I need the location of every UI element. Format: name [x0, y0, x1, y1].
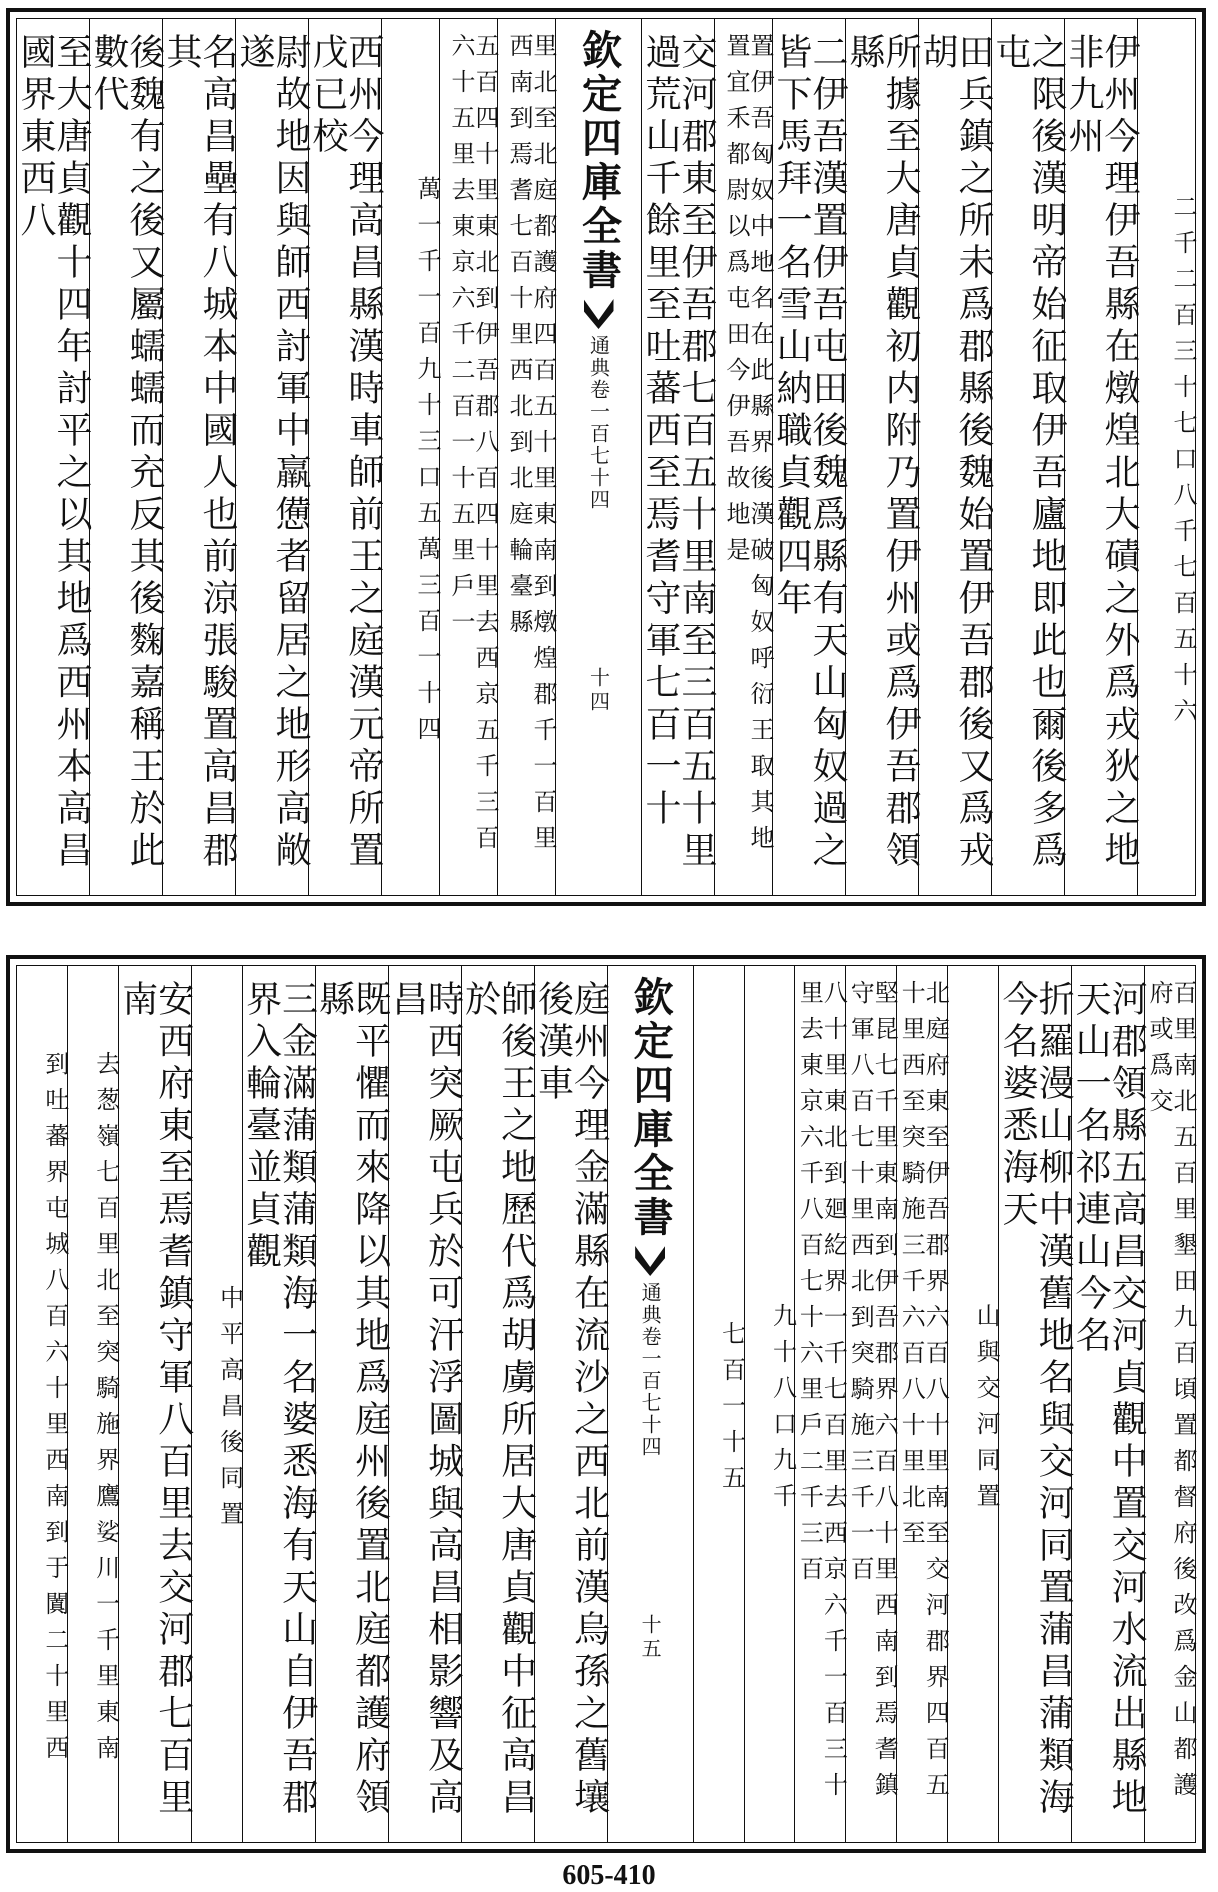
text-column: 置伊吾匈奴中地名在此縣界後漢破匈奴呼衍王取其地置宜禾都尉以爲屯田今伊吾故地是: [714, 19, 772, 895]
text-column: 山與交河同置: [947, 966, 998, 1842]
text-column: 里北至北庭都護府四百五十里東南到燉煌郡千一百里西南到焉耆七百十里西北到北庭輪臺縣: [497, 19, 555, 895]
text-column: 中平高昌後同置: [191, 966, 242, 1842]
book-title: 欽定四庫全書: [575, 29, 623, 293]
text-column: 折羅漫山柳中漢舊地名與交河同置蒲昌蒲類海今名婆悉海天: [998, 966, 1071, 1842]
text-column: 三金滿蒲類蒲類海一名婆悉海有天山自伊吾郡界入輪臺並貞觀: [242, 966, 315, 1842]
book-title: 欽定四庫全書: [627, 976, 675, 1240]
text-column: 尉故地因與師西討軍中羸憊者留居之地形高敞遂: [235, 19, 308, 895]
text-column: 到吐蕃界屯城八百六十里西南到于闐二十里西: [40, 1051, 69, 1771]
text-column: 伊州今理伊吾縣在燉煌北大磧之外爲戎狄之地非九州: [1064, 19, 1137, 895]
chapter-ref: 卷一百七十四: [638, 1326, 663, 1458]
text-column: 之限後漢明帝始征取伊吾廬地即此也爾後多爲屯: [991, 19, 1064, 895]
page-footer-number: 605-410: [562, 1860, 656, 1891]
text-column: 師後王之地歷代爲胡虜所居大唐貞觀中征高昌於: [461, 966, 534, 1842]
text-column: 堅昆七千里東南到伊吾郡界六百八十里西南到焉耆鎮守軍八百七十里西北到突騎施三千一百: [845, 966, 896, 1842]
text-column: 河郡領縣五高昌交河貞觀中置交河水流出縣地天山一名祁連山今名: [1071, 966, 1144, 1842]
bottom-page: [6, 955, 1206, 1853]
center-margin: [607, 966, 693, 1842]
folio-number: 十五: [638, 1614, 663, 1662]
center-margin: [555, 19, 641, 895]
volume-ref: 通典: [586, 335, 611, 379]
text-column: 九十八口九千: [744, 966, 795, 1842]
bottom-page-columns: [16, 965, 1196, 1843]
fish-tail-ornament-icon: [584, 299, 614, 329]
text-column: 二伊吾漢置伊吾屯田後魏爲縣有天山匈奴過之皆下馬拜一名雪山納職貞觀四年: [772, 19, 845, 895]
text-column: 五百四十里東北到伊吾郡八百四十里去西京五千三百六十五里去東京六千二百一十五里戶一: [439, 19, 497, 895]
text-column: 田兵鎮之所未爲郡縣後魏始置伊吾郡後又爲戎胡: [918, 19, 991, 895]
folio-number: 十四: [586, 667, 611, 715]
text-column: 安西府東至焉耆鎮守軍八百里去交河郡七百里南: [118, 966, 191, 1842]
text-column: 西州今理高昌縣漢時車師前王之庭漢元帝所置戊已校: [308, 19, 381, 895]
text-column: 去葱嶺七百里北至突騎施界鷹娑川一千里東南: [67, 966, 118, 1842]
top-page: [6, 8, 1206, 906]
text-column: 所據至大唐貞觀初内附乃置伊州或爲伊吾郡領縣: [845, 19, 918, 895]
text-column: 時西突厥屯兵於可汗浮圖城與高昌相影響及高昌: [388, 966, 461, 1842]
text-column: 至大唐貞觀十四年討平之以其地爲西州本高昌國界東西八: [15, 33, 92, 873]
text-column: 二千二百三十七口八千七百五十六: [1137, 19, 1195, 895]
text-column: 北庭府東至伊吾郡界六百八十里南至交河郡界四百五十里西至突騎施三千六百八十里北至: [896, 966, 947, 1842]
text-column: 八十里東北到廻紇界一千七百里去西京六千一百三十里去東京六千八百七十六里戶二千三百: [794, 966, 845, 1842]
top-page-columns: [16, 18, 1196, 896]
text-column: 名高昌壘有八城本中國人也前涼張駿置高昌郡其: [162, 19, 235, 895]
text-column: 七百一十五: [693, 966, 744, 1842]
text-column: 庭州今理金滿縣在流沙之西北前漢烏孫之舊壤後漢車: [534, 966, 607, 1842]
text-column: 萬一千一百九十三口五萬三百一十四: [381, 19, 439, 895]
volume-ref: 通典: [638, 1282, 663, 1326]
text-column: 後魏有之後又屬蠕蠕而充反其後麴嘉稱王於此數代: [89, 19, 162, 895]
chapter-ref: 卷一百七十四: [586, 379, 611, 511]
fish-tail-ornament-icon: [635, 1246, 665, 1276]
text-column: 交河郡東至伊吾郡七百五十里南至三百五十里過荒山千餘里至吐蕃西至焉耆守軍七百一十: [641, 19, 714, 895]
text-column: 百里南北五百里墾田九百頃置都督府後改爲金山都護府或爲交: [1144, 966, 1195, 1842]
text-column: 既平懼而來降以其地爲庭州後置北庭都護府領縣: [315, 966, 388, 1842]
